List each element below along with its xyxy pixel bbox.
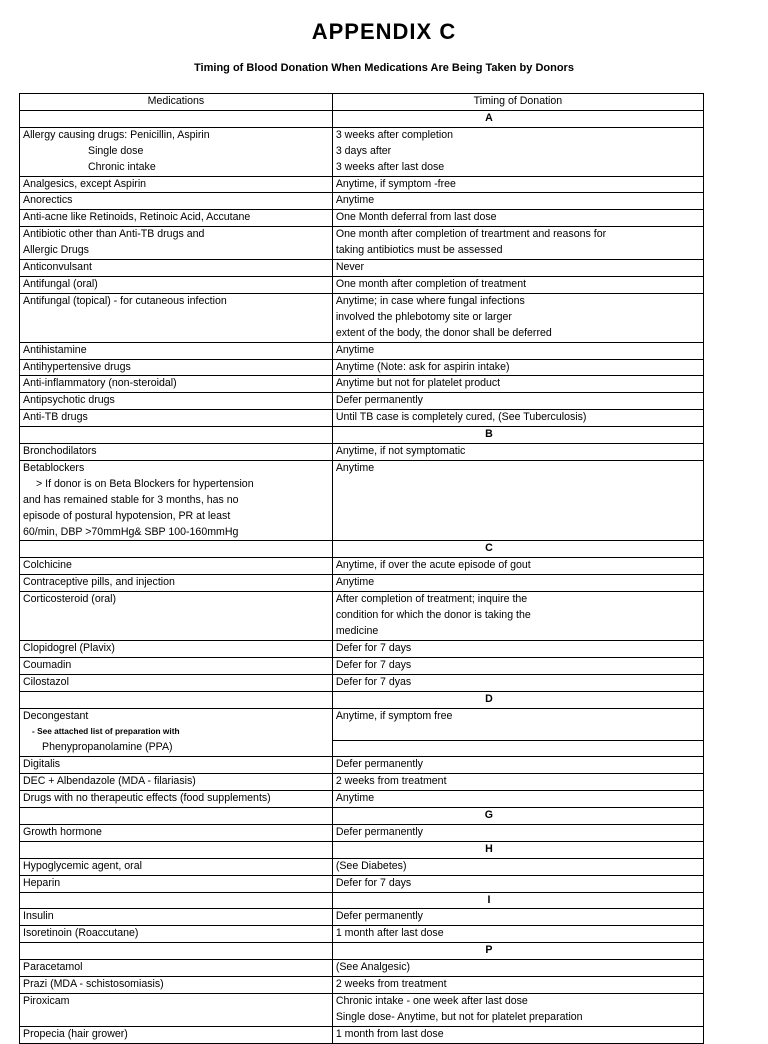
medication-cell: Drugs with no therapeutic effects (food supplements): [20, 791, 333, 808]
table-row: [20, 960, 704, 977]
medication-note: - See attached list of preparation with: [32, 726, 180, 737]
medication-cell: Clopidogrel (Plavix): [20, 640, 333, 657]
medication-cell: > If donor is on Beta Blockers for hypertension: [20, 477, 333, 493]
medication-cell: Isoretinoin (Roaccutane): [20, 926, 333, 943]
section-letter: B: [332, 427, 703, 444]
section-letter-blank: [20, 427, 333, 444]
table-row: [20, 293, 704, 309]
table-row: [20, 875, 704, 892]
medication-cell: Colchicine: [20, 558, 333, 575]
medication-cell: [20, 326, 333, 342]
table-row: [20, 444, 704, 461]
timing-cell: Defer permanently: [332, 393, 703, 410]
table-row: [20, 376, 704, 393]
table-row: [20, 359, 704, 376]
medication-cell: DEC + Albendazole (MDA - filariasis): [20, 774, 333, 791]
table-row: [20, 1026, 704, 1043]
section-letter-row: [20, 541, 704, 558]
medication-cell: [20, 310, 333, 326]
table-row: [20, 608, 704, 624]
table-row: [20, 127, 704, 143]
timing-cell: Chronic intake - one week after last dose: [332, 993, 703, 1009]
medication-cell: Betablockers: [20, 460, 333, 476]
section-letter-blank: [20, 841, 333, 858]
table-row: [20, 525, 704, 541]
medication-cell: Analgesics, except Aspirin: [20, 176, 333, 193]
table-row: [20, 260, 704, 277]
timing-cell: extent of the body, the donor shall be deferred: [332, 326, 703, 342]
table-row: [20, 176, 704, 193]
section-letter-blank: [20, 691, 333, 708]
timing-cell: Never: [332, 260, 703, 277]
table-row: [20, 657, 704, 674]
medication-cell: Antifungal (topical) - for cutaneous infection: [20, 293, 333, 309]
timing-cell: taking antibiotics must be assessed: [332, 243, 703, 259]
table-row: [20, 210, 704, 227]
medication-cell: Allergic Drugs: [20, 243, 333, 259]
table-row: [20, 575, 704, 592]
timing-cell: 1 month from last dose: [332, 1026, 703, 1043]
timing-cell: (See Diabetes): [332, 858, 703, 875]
medication-cell: and has remained stable for 3 months, has no: [20, 493, 333, 509]
medication-cell: Paracetamol: [20, 960, 333, 977]
timing-cell: Anytime; in case where fungal infections: [332, 293, 703, 309]
timing-cell: 3 days after: [332, 144, 703, 160]
column-header-medications: Medications: [20, 94, 333, 111]
table-row: [20, 558, 704, 575]
section-letter-blank: [20, 110, 333, 127]
table-row: [20, 774, 704, 791]
timing-cell: 2 weeks from treatment: [332, 774, 703, 791]
table-row: [20, 276, 704, 293]
table-row: [20, 410, 704, 427]
medication-cell: Antihypertensive drugs: [20, 359, 333, 376]
timing-cell: Anytime: [332, 342, 703, 359]
table-row: [20, 757, 704, 774]
timing-cell: Anytime, if not symptomatic: [332, 444, 703, 461]
timing-cell: Defer permanently: [332, 824, 703, 841]
timing-cell: One Month deferral from last dose: [332, 210, 703, 227]
timing-cell: Anytime: [332, 193, 703, 210]
table-row: [20, 708, 704, 724]
table-row: [20, 326, 704, 342]
table-row: [20, 724, 704, 740]
medication-cell: Anticonvulsant: [20, 260, 333, 277]
table-row: [20, 993, 704, 1009]
timing-cell: One month after completion of treartment and reasons for: [332, 227, 703, 243]
table-row: [20, 243, 704, 259]
section-letter-blank: [20, 943, 333, 960]
table-row: [20, 477, 704, 493]
section-letter-row: [20, 943, 704, 960]
timing-cell: Anytime, if over the acute episode of gout: [332, 558, 703, 575]
timing-cell: 3 weeks after last dose: [332, 160, 703, 176]
timing-cell: Defer for 7 days: [332, 657, 703, 674]
timing-cell: Defer permanently: [332, 757, 703, 774]
medication-cell: Piroxicam: [20, 993, 333, 1009]
medication-cell: Decongestant: [20, 708, 333, 724]
timing-cell: Defer for 7 dyas: [332, 674, 703, 691]
timing-cell: involved the phlebotomy site or larger: [332, 310, 703, 326]
table-row: [20, 144, 704, 160]
timing-cell: Anytime but not for platelet product: [332, 376, 703, 393]
medication-cell: Hypoglycemic agent, oral: [20, 858, 333, 875]
column-header-timing: Timing of Donation: [332, 94, 703, 111]
medication-cell: Digitalis: [20, 757, 333, 774]
section-letter-blank: [20, 807, 333, 824]
medication-cell: Anti-inflammatory (non-steroidal): [20, 376, 333, 393]
table-row: [20, 674, 704, 691]
medication-cell: Growth hormone: [20, 824, 333, 841]
table-row: [20, 509, 704, 525]
table-row: [20, 310, 704, 326]
timing-cell: [332, 525, 703, 541]
medication-cell: Cilostazol: [20, 674, 333, 691]
medication-cell: Insulin: [20, 909, 333, 926]
section-letter: A: [332, 110, 703, 127]
section-letter: C: [332, 541, 703, 558]
page-title: APPENDIX C: [311, 19, 457, 44]
timing-cell: [332, 740, 703, 756]
timing-cell: Anytime: [332, 791, 703, 808]
medication-cell: Allergy causing drugs: Penicillin, Aspirin: [20, 127, 333, 143]
section-letter: I: [332, 892, 703, 909]
medication-cell: Heparin: [20, 875, 333, 892]
medication-timing-table: [19, 93, 704, 1044]
medication-cell: Antifungal (oral): [20, 276, 333, 293]
section-letter-row: [20, 892, 704, 909]
section-letter-blank: [20, 892, 333, 909]
timing-cell: 1 month after last dose: [332, 926, 703, 943]
medication-cell: Anti-acne like Retinoids, Retinoic Acid, Accutane: [20, 210, 333, 227]
table-row: [20, 977, 704, 994]
timing-cell: condition for which the donor is taking the: [332, 608, 703, 624]
table-row: [20, 791, 704, 808]
section-letter-row: [20, 807, 704, 824]
medication-cell: [20, 624, 333, 640]
table-row: [20, 342, 704, 359]
timing-cell: Defer for 7 days: [332, 875, 703, 892]
section-letter: P: [332, 943, 703, 960]
timing-cell: Defer permanently: [332, 909, 703, 926]
timing-cell: [332, 477, 703, 493]
medication-cell: 60/min, DBP >70mmHg& SBP 100-160mmHg: [20, 525, 333, 541]
timing-cell: [332, 509, 703, 525]
timing-cell: One month after completion of treatment: [332, 276, 703, 293]
medication-cell: Contraceptive pills, and injection: [20, 575, 333, 592]
table-row: [20, 393, 704, 410]
medication-cell: Coumadin: [20, 657, 333, 674]
medication-cell: Antihistamine: [20, 342, 333, 359]
timing-cell: Until TB case is completely cured, (See Tuberculosis): [332, 410, 703, 427]
table-row: [20, 909, 704, 926]
timing-cell: medicine: [332, 624, 703, 640]
timing-cell: Defer for 7 days: [332, 640, 703, 657]
medication-cell: [20, 608, 333, 624]
section-letter-row: [20, 427, 704, 444]
page-subtitle: Timing of Blood Donation When Medications Are Being Taken by Donors: [194, 62, 574, 74]
timing-cell: [332, 493, 703, 509]
table-row: [20, 926, 704, 943]
timing-cell: Anytime: [332, 460, 703, 476]
section-letter-row: [20, 691, 704, 708]
table-row: [20, 858, 704, 875]
medication-cell: [20, 724, 333, 740]
table-row: [20, 493, 704, 509]
medication-cell: Chronic intake: [20, 160, 333, 176]
timing-cell: Anytime: [332, 575, 703, 592]
section-letter-blank: [20, 541, 333, 558]
timing-cell: Single dose- Anytime, but not for platelet preparation: [332, 1010, 703, 1026]
timing-cell: 2 weeks from treatment: [332, 977, 703, 994]
section-letter: H: [332, 841, 703, 858]
timing-cell: 3 weeks after completion: [332, 127, 703, 143]
table-row: [20, 624, 704, 640]
table-row: [20, 160, 704, 176]
section-letter-row: [20, 110, 704, 127]
table-header-row: [20, 94, 704, 111]
timing-cell: (See Analgesic): [332, 960, 703, 977]
timing-cell: After completion of treatment; inquire the: [332, 592, 703, 608]
table-row: [20, 193, 704, 210]
medication-cell: Anorectics: [20, 193, 333, 210]
table-row: [20, 227, 704, 243]
table-row: [20, 640, 704, 657]
medication-cell: Propecia (hair grower): [20, 1026, 333, 1043]
medication-cell: Phenypropanolamine (PPA): [20, 740, 333, 756]
timing-cell: Anytime, if symptom free: [332, 708, 703, 724]
table-row: [20, 460, 704, 476]
medication-cell: Antibiotic other than Anti-TB drugs and: [20, 227, 333, 243]
medication-cell: Anti-TB drugs: [20, 410, 333, 427]
timing-cell: Anytime (Note: ask for aspirin intake): [332, 359, 703, 376]
timing-cell: [332, 724, 703, 740]
medication-cell: Corticosteroid (oral): [20, 592, 333, 608]
section-letter: G: [332, 807, 703, 824]
section-letter: D: [332, 691, 703, 708]
table-row: [20, 824, 704, 841]
medication-cell: Bronchodilators: [20, 444, 333, 461]
medication-cell: Single dose: [20, 144, 333, 160]
table-row: [20, 740, 704, 756]
section-letter-row: [20, 841, 704, 858]
medication-cell: episode of postural hypotension, PR at least: [20, 509, 333, 525]
medication-cell: Prazi (MDA - schistosomiasis): [20, 977, 333, 994]
timing-cell: Anytime, if symptom -free: [332, 176, 703, 193]
medication-cell: Antipsychotic drugs: [20, 393, 333, 410]
table-row: [20, 592, 704, 608]
